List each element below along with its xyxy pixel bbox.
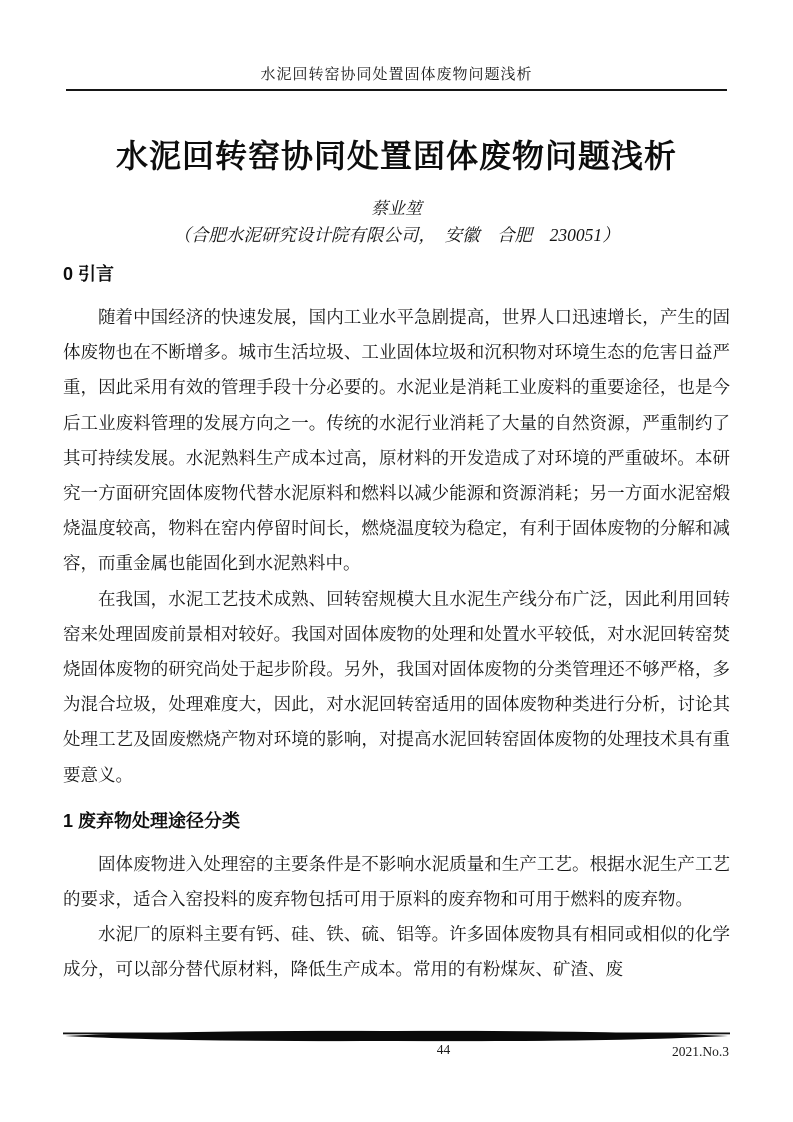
author-name: 蔡业堃: [371, 199, 422, 218]
header-rule: [66, 89, 727, 91]
paragraph: 水泥厂的原料主要有钙、硅、铁、硫、铝等。许多固体废物具有相同或相似的化学成分，可以部分替代原材料，降低生产成本。常用的有粉煤灰、矿渣、废: [63, 924, 730, 980]
section-heading-introduction: 0 引言: [63, 264, 115, 284]
section-heading-waste-classification: 1 废弃物处理途径分类: [63, 810, 241, 831]
paragraph: 固体废物进入处理窑的主要条件是不影响水泥质量和生产工艺。根据水泥生产工艺的要求，适合入窑投料的废弃物包括可用于原料的废弃物和可用于燃料的废弃物。: [63, 853, 730, 910]
running-header: 水泥回转窑协同处置固体废物问题浅析: [260, 67, 533, 83]
author-affiliation: （合肥水泥研究设计院有限公司， 安徽 合肥 230051）: [173, 225, 620, 245]
article-body: [63, 262, 730, 988]
footer-page-number: 44: [436, 1042, 451, 1057]
page-title: 水泥回转窑协同处置固体废物问题浅析: [115, 138, 677, 174]
footer-issue-label: 2021.No.3: [672, 1044, 729, 1059]
paragraph: 随着中国经济的快速发展，国内工业水平急剧提高，世界人口迅速增长，产生的固体废物也在不断增多。城市生活垃圾、工业固体垃圾和沉积物对环境生态的危害日益严重，因此采用有效的管理手段十分必要的。水泥业是消耗工业废料的重要途径，也是今后工业废料管理的发展方向之一。传统的水泥行业消耗了大量的自然资源，严重制约了其可持续发展。水泥熟料生产成本过高，原材料的开发造成了对环境的严重破坏。本研究一方面研究固体废物代替水泥原料和燃料以减少能源和资源消耗；另一方面水泥窑煅烧温度较高，物料在窑内停留时间长，燃烧温度较为稳定，有利于固体废物的分解和减容，而重金属也能固化到水泥熟料中。: [63, 307, 730, 574]
paragraph: 在我国，水泥工艺技术成熟、回转窑规模大且水泥生产线分布广泛，因此利用回转窑来处理固废前景相对较好。我国对固体废物的处理和处置水平较低，对水泥回转窑焚烧固体废物的研究尚处于起步阶段。另外，我国对固体废物的分类管理还不够严格，多为混合垃圾，处理难度大，因此，对水泥回转窑适用的固体废物种类进行分析，讨论其处理工艺及固废燃烧产物对环境的影响，对提高水泥回转窑固体废物的处理技术具有重要意义。: [63, 588, 730, 785]
